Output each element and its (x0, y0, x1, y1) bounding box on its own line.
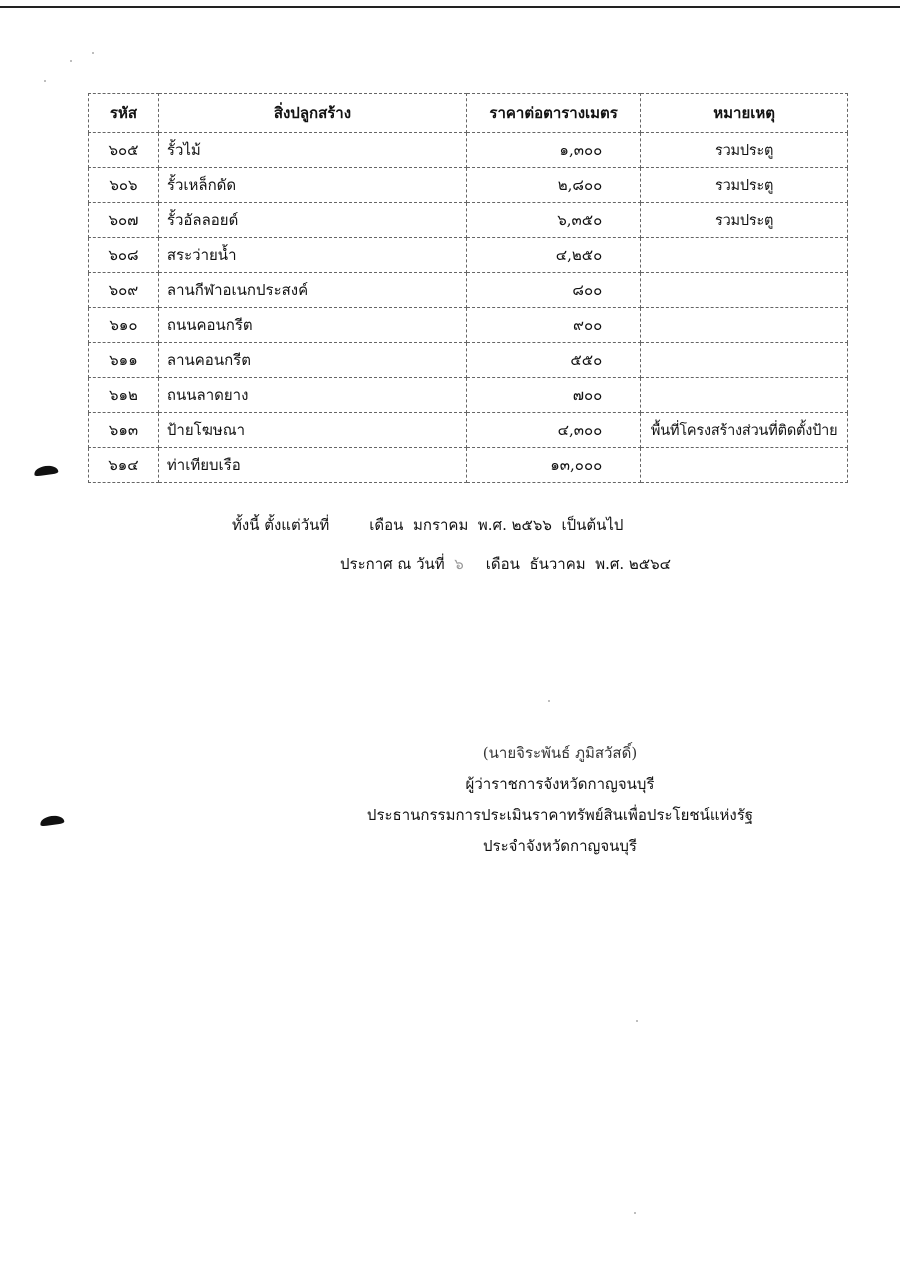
table-row (89, 378, 848, 413)
cell-price: ๘๐๐ (466, 273, 640, 308)
header-note: หมายเหตุ (641, 94, 848, 133)
cell-note: รวมประตู (641, 203, 848, 238)
cell-structure: ถนนคอนกรีต (158, 308, 466, 343)
cell-code: ๖๐๘ (89, 238, 159, 273)
scan-speck (92, 52, 94, 54)
signature-block (300, 738, 820, 862)
scan-speck (548, 700, 550, 702)
top-border-line (0, 6, 900, 8)
cell-structure: รั้วไม้ (158, 133, 466, 168)
cell-structure: รั้วเหล็กดัด (158, 168, 466, 203)
cell-code: ๖๑๑ (89, 343, 159, 378)
signatory-name: (นายจิระพันธ์ ภูมิสวัสดิ์) (482, 744, 638, 762)
announce-prefix: ประกาศ ณ วันที่ (340, 555, 445, 573)
table-row (89, 413, 848, 448)
cell-structure: ท่าเทียบเรือ (158, 448, 466, 483)
punch-hole-mark (39, 814, 64, 826)
cell-price: ๑,๓๐๐ (466, 133, 640, 168)
cell-note: พื้นที่โครงสร้างส่วนที่ติดตั้งป้าย (641, 413, 848, 448)
cell-price: ๑๓,๐๐๐ (466, 448, 640, 483)
cell-note (641, 308, 848, 343)
cell-note: รวมประตู (641, 168, 848, 203)
effective-suffix: เป็นต้นไป (561, 516, 624, 534)
cell-price: ๕๕๐ (466, 343, 640, 378)
cell-code: ๖๐๖ (89, 168, 159, 203)
punch-hole-mark (33, 464, 58, 476)
signatory-position: ผู้ว่าราชการจังหวัดกาญจนบุรี (465, 775, 655, 793)
table-row (89, 308, 848, 343)
cell-note (641, 343, 848, 378)
table-row (89, 448, 848, 483)
cell-note (641, 378, 848, 413)
announce-year: ๒๕๖๔ (628, 555, 672, 573)
cell-price: ๔,๒๕๐ (466, 238, 640, 273)
cell-structure: สระว่ายน้ำ (158, 238, 466, 273)
cell-structure: ลานกีฬาอเนกประสงค์ (158, 273, 466, 308)
cell-price: ๔,๓๐๐ (466, 413, 640, 448)
effective-month-label: เดือน (369, 516, 404, 534)
scan-speck (70, 60, 72, 62)
cell-note (641, 238, 848, 273)
scan-speck (44, 80, 46, 82)
table-row (89, 273, 848, 308)
header-price: ราคาต่อตารางเมตร (466, 94, 640, 133)
committee-title: ประธานกรรมการประเมินราคาทรัพย์สินเพื่อประโยชน์แห่งรัฐ (366, 806, 754, 824)
header-structure: สิ่งปลูกสร้าง (158, 94, 466, 133)
cell-code: ๖๑๔ (89, 448, 159, 483)
cell-code: ๖๑๐ (89, 308, 159, 343)
table-row (89, 343, 848, 378)
announce-month: ธันวาคม (529, 555, 586, 573)
effective-month: มกราคม (412, 516, 469, 534)
announce-era: พ.ศ. (595, 555, 625, 573)
effective-date-line (232, 513, 623, 537)
announce-day: ๖ (454, 555, 464, 573)
cell-price: ๖,๓๕๐ (466, 203, 640, 238)
cell-code: ๖๐๕ (89, 133, 159, 168)
cell-structure: ลานคอนกรีต (158, 343, 466, 378)
cell-note (641, 273, 848, 308)
construction-price-table (88, 93, 848, 483)
effective-prefix: ทั้งนี้ ตั้งแต่วันที่ (232, 516, 330, 534)
table-row (89, 238, 848, 273)
table-row (89, 133, 848, 168)
announce-month-label: เดือน (485, 555, 520, 573)
table-header-row (89, 94, 848, 133)
cell-note (641, 448, 848, 483)
effective-year: ๒๕๖๖ (511, 516, 552, 534)
cell-code: ๖๑๓ (89, 413, 159, 448)
table-row (89, 203, 848, 238)
announcement-date-line (340, 552, 671, 576)
cell-structure: ป้ายโฆษณา (158, 413, 466, 448)
table-row (89, 168, 848, 203)
cell-code: ๖๐๗ (89, 203, 159, 238)
effective-era: พ.ศ. (477, 516, 507, 534)
scan-speck (634, 1212, 636, 1214)
cell-price: ๙๐๐ (466, 308, 640, 343)
cell-price: ๗๐๐ (466, 378, 640, 413)
header-code: รหัส (89, 94, 159, 133)
cell-structure: ถนนลาดยาง (158, 378, 466, 413)
cell-code: ๖๐๙ (89, 273, 159, 308)
province-title: ประจำจังหวัดกาญจนบุรี (483, 837, 637, 855)
cell-note: รวมประตู (641, 133, 848, 168)
cell-price: ๒,๘๐๐ (466, 168, 640, 203)
cell-code: ๖๑๒ (89, 378, 159, 413)
cell-structure: รั้วอัลลอยด์ (158, 203, 466, 238)
scan-speck (636, 1020, 638, 1022)
